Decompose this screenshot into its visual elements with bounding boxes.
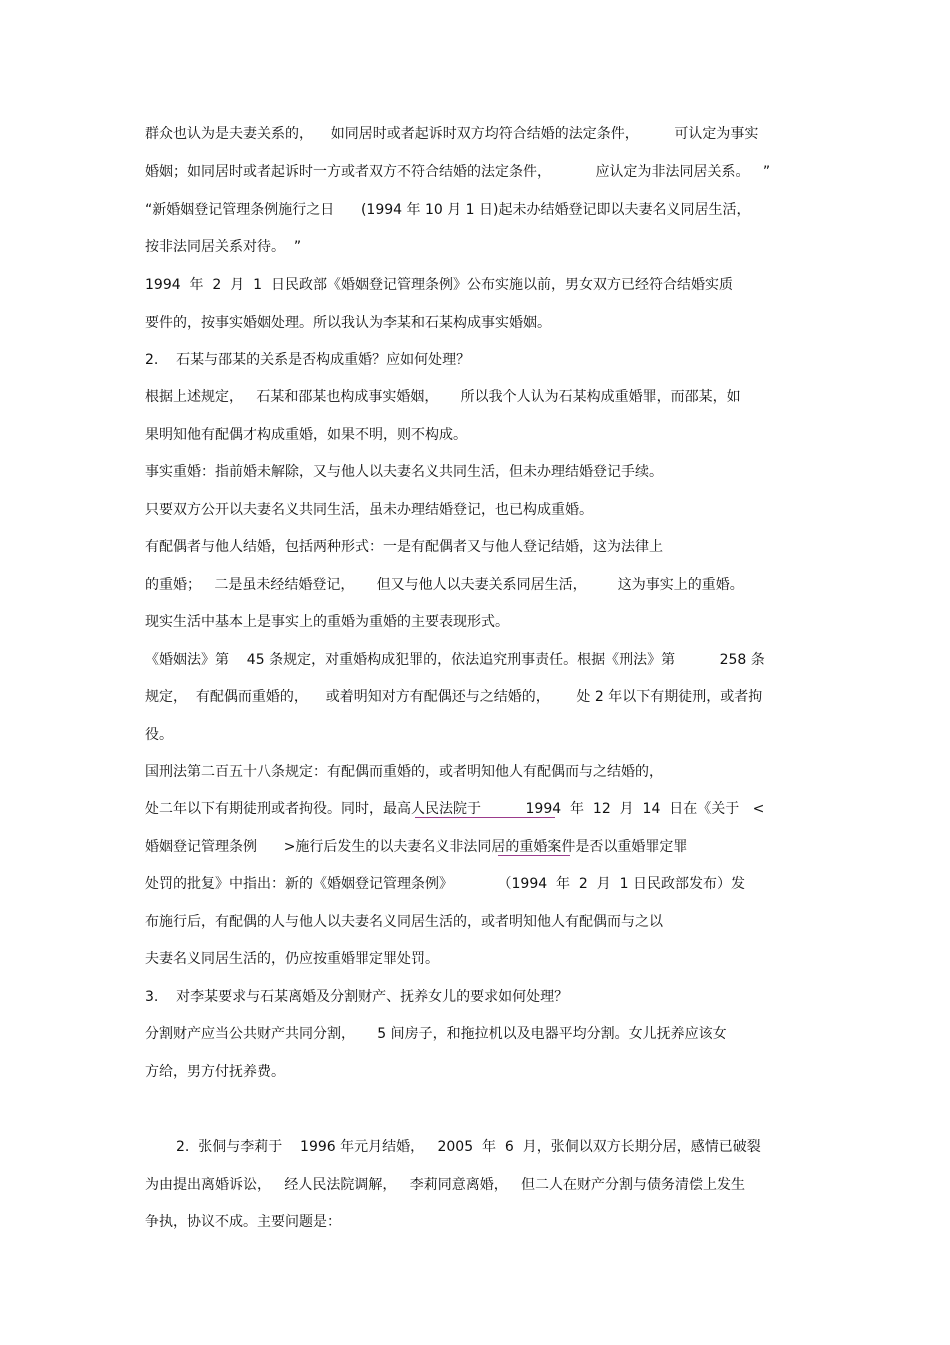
paragraph-line: 分割财产应当公共财产共同分割， 5 间房子，和拖拉机以及电器平均分割。女儿抚养应该女 [145,1026,727,1042]
paragraph-line: 要件的，按事实婚姻处理。所以我认为李某和石某构成事实婚姻。 [145,315,551,331]
paragraph-line: 役。 [145,727,173,743]
paragraph-line: 按非法同居关系对待。 ” [145,239,302,255]
paragraph-line: 夫妻名义同居生活的，仍应按重婚罪定罪处罚。 [145,951,439,967]
case-heading: 2. 张侗与李莉于 1996 年元月结婚， 2005 年 6 月，张侗以双方长期分居，感情已破裂 [176,1139,761,1155]
paragraph-line: 《婚姻法》第 45 条规定，对重婚构成犯罪的，依法追究刑事责任。根据《刑法》第 258 条 [145,652,765,668]
paragraph-line: 果明知他有配偶才构成重婚，如果不明，则不构成。 [145,427,467,443]
paragraph-line: 群众也认为是夫妻关系的， 如同居时或者起诉时双方均符合结婚的法定条件， 可认定为事实 [145,126,759,142]
paragraph-line: 有配偶者与他人结婚，包括两种形式：一是有配偶者又与他人登记结婚，这为法律上 [145,539,663,555]
question-heading: 2. 石某与邵某的关系是否构成重婚？应如何处理？ [145,352,471,368]
paragraph-line: 根据上述规定， 石某和邵某也构成事实婚姻， 所以我个人认为石某构成重婚罪，而邵某，如 [145,389,741,405]
paragraph-line: 规定， 有配偶而重婚的， 或着明知对方有配偶还与之结婚的， 处 2 年以下有期徒刑，或者拘 [145,689,763,705]
paragraph-line: 国刑法第二百五十八条规定：有配偶而重婚的，或者明知他人有配偶而与之结婚的， [145,764,663,780]
paragraph-line: 事实重婚：指前婚未解除，又与他人以夫妻名义共同生活，但未办理结婚登记手续。 [145,464,663,480]
paragraph-line: 婚姻；如同居时或者起诉时一方或者双方不符合结婚的法定条件， 应认定为非法同居关系。 ” [145,164,771,180]
paragraph-line: 婚姻登记管理条例 >施行后发生的以夫妻名义非法同居的重婚案件是否以重婚罪定罪 [145,839,688,855]
paragraph-line: 只要双方公开以夫妻名义共同生活，虽未办理结婚登记，也已构成重婚。 [145,502,593,518]
paragraph-line: 争执，协议不成。主要问题是： [145,1214,341,1230]
paragraph-line: 处二年以下有期徒刑或者拘役。同时，最高人民法院于 1994 年 12 月 14 日在《关于 < [145,801,765,817]
question-heading: 3. 对李某要求与石某离婚及分割财产、抚养女儿的要求如何处理？ [145,989,569,1005]
paragraph-line: 方给，男方付抚养费。 [145,1064,285,1080]
paragraph-line: 1994 年 2 月 1 日民政部《婚姻登记管理条例》公布实施以前，男女双方已经符合结婚实质 [145,277,733,293]
annotation-underline [415,817,555,818]
paragraph-line: 处罚的批复》中指出：新的《婚姻登记管理条例》 （1994 年 2 月 1 日民政部发布）发 [145,876,745,892]
paragraph-line: “新婚姻登记管理条例施行之日 (1994 年 10 月 1 日)起未办结婚登记即以夫妻名义同居生活， [145,202,751,218]
paragraph-line: 布施行后，有配偶的人与他人以夫妻名义同居生活的，或者明知他人有配偶而与之以 [145,914,663,930]
paragraph-line: 的重婚； 二是虽未经结婚登记， 但又与他人以夫妻关系同居生活， 这为事实上的重婚。 [145,577,744,593]
paragraph-line: 现实生活中基本上是事实上的重婚为重婚的主要表现形式。 [145,614,509,630]
annotation-underline [498,855,570,856]
paragraph-line: 为由提出离婚诉讼， 经人民法院调解， 李莉同意离婚， 但二人在财产分割与债务清偿上发生 [145,1177,746,1193]
